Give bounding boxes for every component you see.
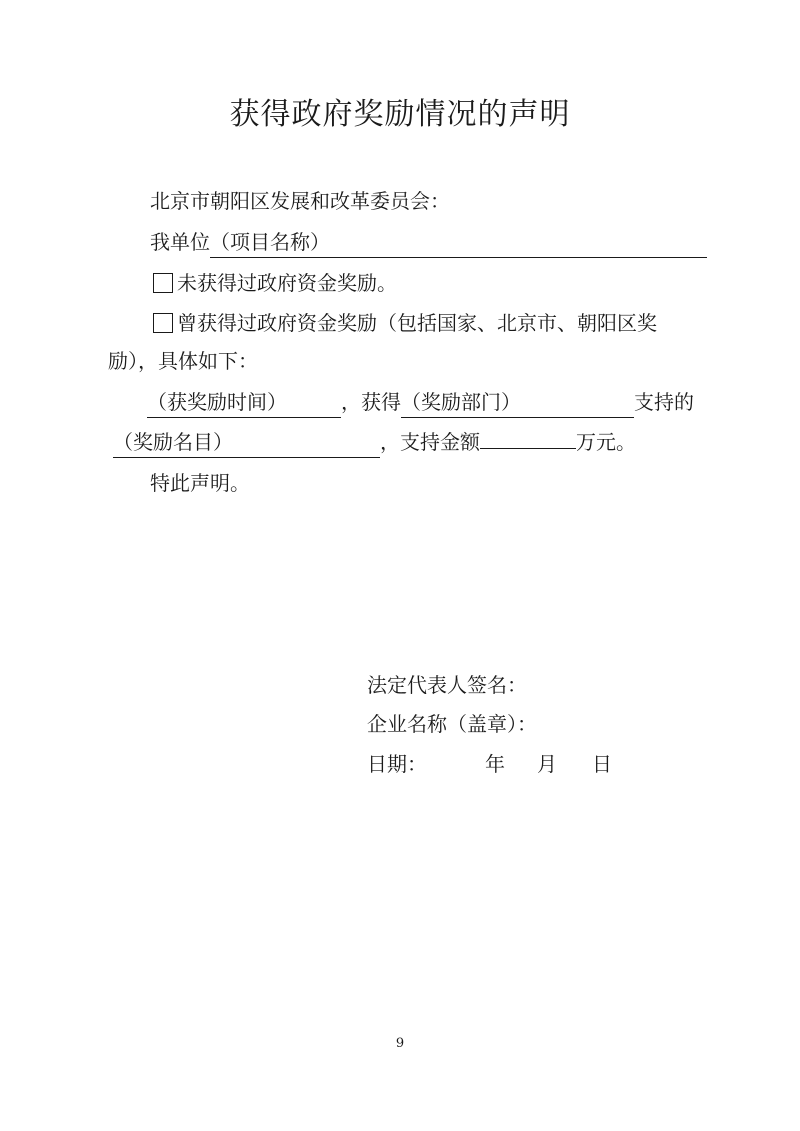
- award-dept-placeholder: （奖励部门）: [401, 390, 521, 414]
- project-name-field[interactable]: [210, 227, 707, 258]
- month-label: 月: [537, 752, 557, 776]
- closing-statement: 特此声明。: [150, 471, 250, 495]
- signature-label: 法定代表人签名：: [367, 673, 527, 697]
- support-of-text: 支持的: [634, 390, 694, 414]
- option-not-received-label: 未获得过政府资金奖励。: [177, 271, 397, 295]
- award-detail-line1: [147, 387, 694, 418]
- page-number: 9: [395, 1036, 405, 1051]
- option-received-label-line1: 曾获得过政府资金奖励（包括国家、北京市、朝阳区奖: [177, 311, 657, 335]
- award-time-placeholder: （获奖励时间）: [147, 390, 287, 414]
- award-dept-field[interactable]: [401, 387, 634, 418]
- support-amount-field[interactable]: [480, 448, 576, 449]
- unit-line: [150, 227, 707, 258]
- company-label: 企业名称（盖章）：: [367, 712, 537, 736]
- addressee: 北京市朝阳区发展和改革委员会：: [150, 189, 450, 213]
- award-time-field[interactable]: [147, 387, 341, 418]
- obtained-text: ，获得: [341, 390, 401, 414]
- project-name-placeholder: （项目名称）: [210, 230, 330, 254]
- document-title: 获得政府奖励情况的声明: [229, 97, 571, 132]
- date-label: 日期：: [367, 752, 427, 776]
- award-item-field[interactable]: [113, 427, 380, 458]
- checkbox-not-received[interactable]: [153, 273, 173, 293]
- year-label: 年: [485, 752, 505, 776]
- support-amount-label: ，支持金额: [380, 430, 480, 454]
- checkbox-received[interactable]: [153, 313, 173, 333]
- unit-wan: 万元。: [576, 430, 636, 454]
- option-received-label-line2: 励），具体如下：: [108, 349, 258, 373]
- option-not-received: [153, 268, 397, 298]
- option-received: [153, 308, 657, 338]
- day-label: 日: [592, 752, 612, 776]
- award-detail-line2: [113, 427, 636, 458]
- award-item-placeholder: （奖励名目）: [113, 430, 233, 454]
- unit-prefix: 我单位: [150, 230, 210, 254]
